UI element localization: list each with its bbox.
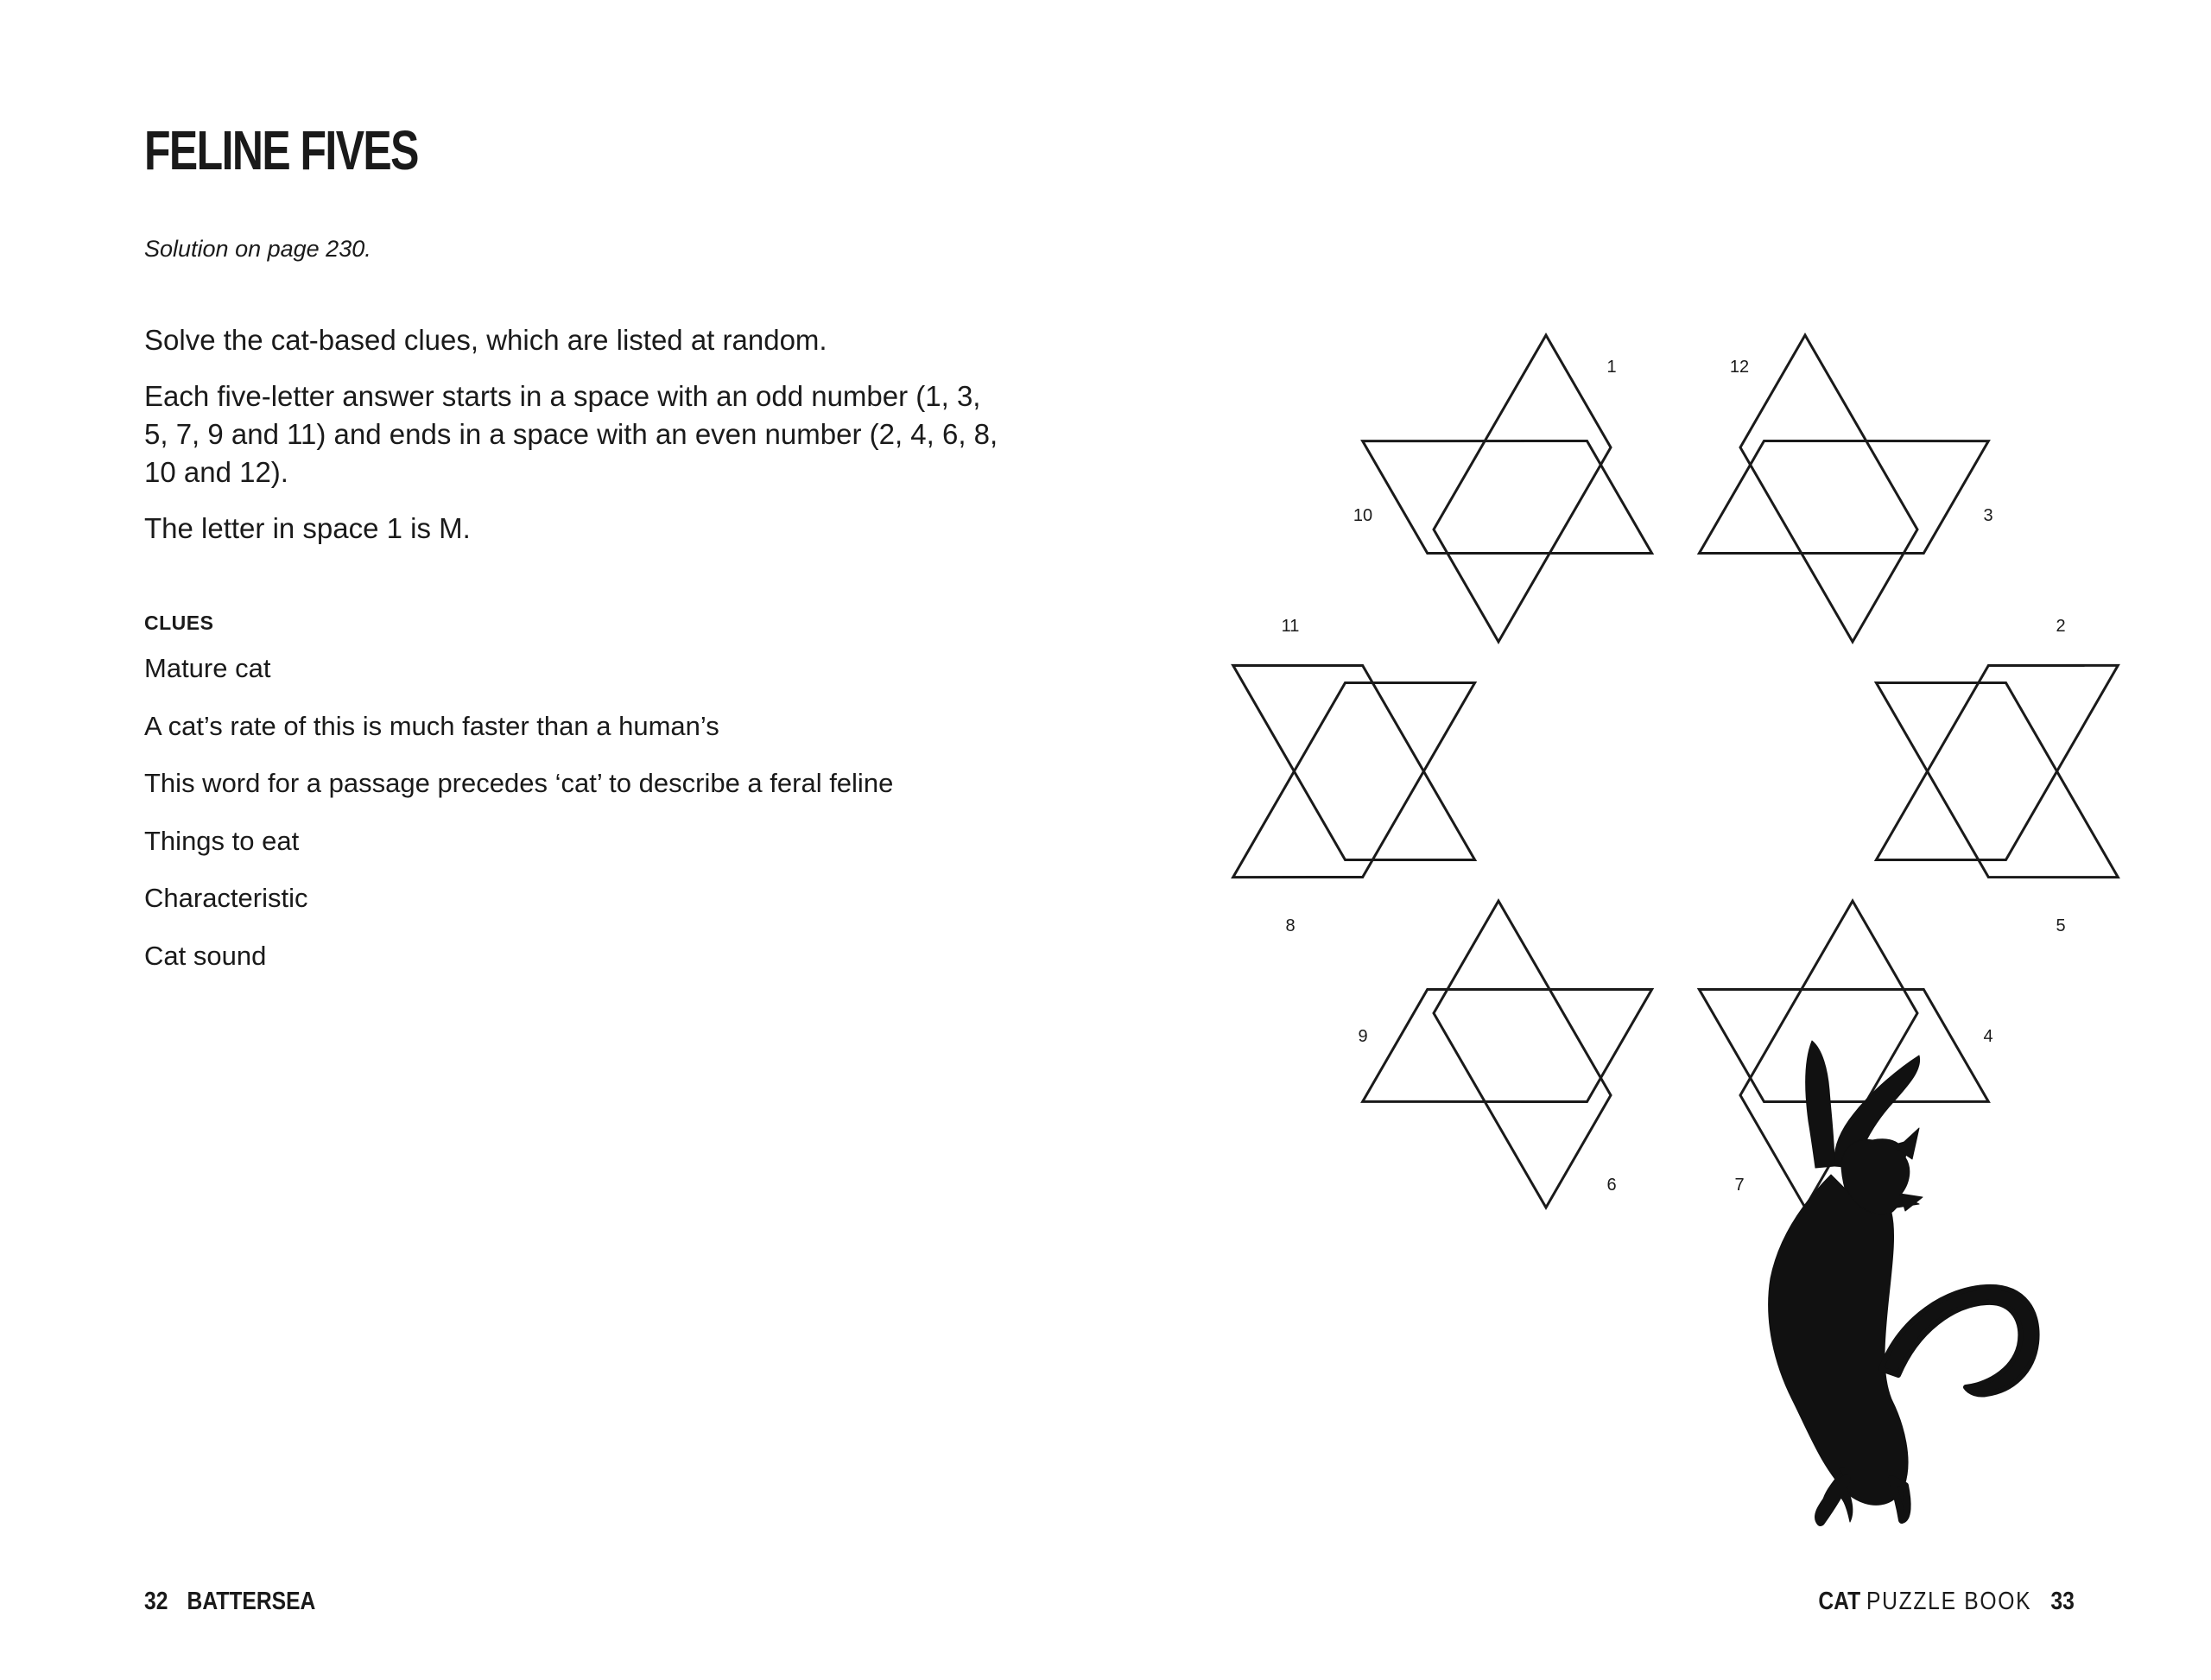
puzzle-space-rhombus [1740,335,1917,642]
puzzle-space-rhombus [1363,441,1652,554]
clue-item: Mature cat [144,653,271,683]
space-label-7: 7 [1734,1176,1745,1195]
clue-item: Characteristic [144,883,308,913]
page-number-right: 33 [2050,1588,2075,1615]
climbing-cat-icon [1769,1041,2037,1522]
book-title-bold: CAT [1818,1588,1861,1615]
clue-item: Cat sound [144,940,267,971]
space-label-6: 6 [1606,1176,1617,1195]
page-title: FELINE FIVES [144,119,418,181]
instruction-paragraph: The letter in space 1 is M. [144,512,471,544]
puzzle-space-rhombus [1699,441,1988,554]
instruction-paragraph: Each five-letter answer starts in a space with an odd number (1, 3, 5, 7, 9 and 11) and ends in a space with an even number (2, 4, 6, 8, 10 and 12). [144,380,998,488]
space-label-2: 2 [2056,617,2066,636]
puzzle-space-rhombus [1434,335,1611,642]
publisher-name: BATTERSEA [187,1588,316,1615]
space-label-8: 8 [1285,916,1296,935]
instruction-paragraph: Solve the cat-based clues, which are listed at random. [144,324,827,356]
space-label-5: 5 [2056,916,2066,935]
space-label-12: 12 [1729,358,1750,377]
space-label-9: 9 [1358,1027,1368,1046]
space-labels [1282,358,2066,1195]
solution-note: Solution on page 230. [144,236,371,262]
clue-item: Things to eat [144,825,300,856]
clues-heading: CLUES [144,612,214,634]
puzzle-space-rhombus [1699,990,1988,1102]
space-label-11: 11 [1281,617,1300,636]
space-label-10: 10 [1353,506,1373,525]
puzzle-space-rhombus [1363,990,1652,1102]
puzzle-space-rhombus [1876,665,2118,859]
space-label-3: 3 [1983,506,1993,525]
clue-item: A cat’s rate of this is much faster than a human’s [144,710,719,741]
puzzle-space-rhombus [1876,683,2118,878]
book-title-rest: PUZZLE BOOK [1866,1588,2032,1615]
puzzle-grid [1233,335,2119,1208]
puzzle-space-rhombus [1233,683,1475,878]
footer-left [144,1588,315,1616]
clue-item: This word for a passage precedes ‘cat’ to describe a feral feline [144,768,894,798]
space-label-1: 1 [1606,358,1617,377]
footer-right [1818,1588,2075,1616]
space-label-4: 4 [1983,1027,1993,1046]
puzzle-space-rhombus [1434,901,1611,1208]
page-number-left: 32 [144,1588,168,1615]
puzzle-space-rhombus [1233,665,1475,859]
